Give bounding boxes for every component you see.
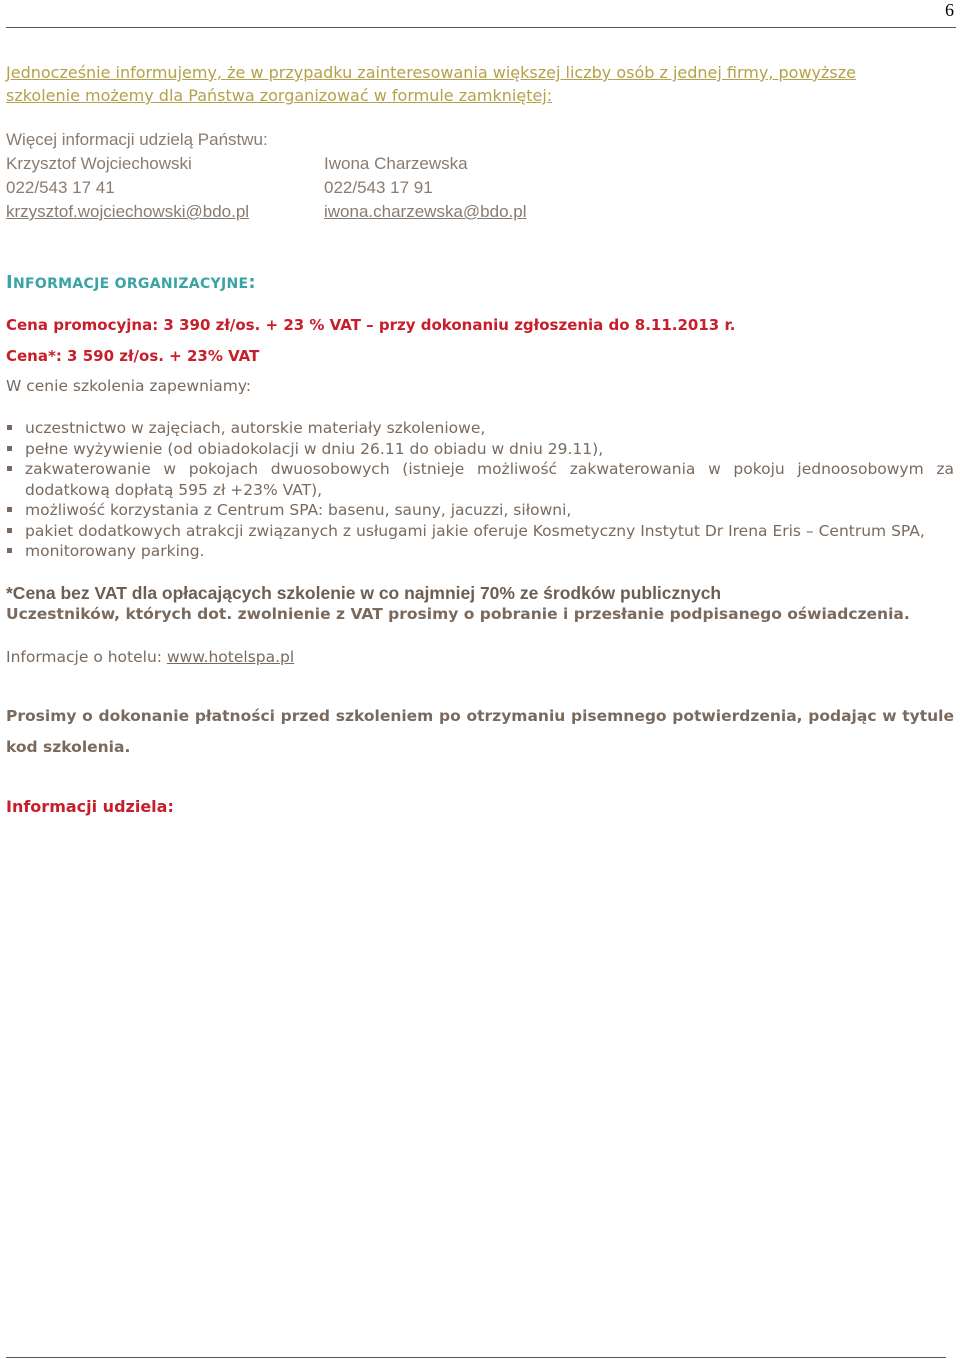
list-item: możliwość korzystania z Centrum SPA: basenu, sauny, jacuzzi, siłowni, — [6, 500, 954, 521]
list-item: monitorowany parking. — [6, 541, 954, 562]
payment-note: Prosimy o dokonanie płatności przed szkoleniem po otrzymaniu pisemnego potwierdzenia, podając w tytule kod szkolenia. — [6, 707, 954, 756]
header-rule — [6, 27, 956, 28]
contact-email-link[interactable]: krzysztof.wojciechowski@bdo.pl — [6, 202, 250, 221]
intro-line-1: Jednocześnie informujemy, że w przypadku zainteresowania większej liczby osób z jednej firmy, powyższe — [6, 63, 856, 82]
heading-colon: : — [248, 272, 256, 293]
contact-phone: 022/543 17 91 — [324, 178, 433, 197]
vat-note: *Cena bez VAT dla opłacających szkolenie w co najmniej 70% ze środków publicznych — [6, 583, 722, 603]
section-heading — [6, 272, 256, 293]
hotel-label: Informacje o hotelu: — [6, 648, 167, 666]
includes-list — [6, 418, 954, 562]
contact-name: Iwona Charzewska — [324, 154, 468, 173]
contact-person-1 — [6, 152, 268, 224]
heading-initial: I — [6, 272, 13, 293]
contact-phone: 022/543 17 41 — [6, 178, 115, 197]
heading-rest: NFORMACJE ORGANIZACYJNE — [13, 276, 249, 292]
hotel-link[interactable]: www.hotelspa.pl — [166, 648, 295, 666]
includes-heading: W cenie szkolenia zapewniamy: — [6, 377, 252, 395]
list-item: pakiet dodatkowych atrakcji związanych z usługami jakie oferuje Kosmetyczny Instytut Dr Irena Eris – Centrum SPA, — [6, 521, 954, 542]
vat-exemption-note: Uczestników, których dot. zwolnienie z VAT prosimy o pobranie i przesłanie podpisanego oświadczenia. — [6, 605, 910, 623]
regular-price: Cena*: 3 590 zł/os. + 23% VAT — [6, 347, 260, 365]
list-item: zakwaterowanie w pokojach dwuosobowych (istnieje możliwość zakwaterowania w pokoju jednoosobowym za dodatkową dopłatą 595 zł +23% VAT), — [6, 459, 954, 500]
hotel-info — [6, 648, 294, 666]
contact-email-link[interactable]: iwona.charzewska@bdo.pl — [324, 202, 527, 221]
page-number: 6 — [945, 0, 954, 20]
info-heading: Informacji udziela: — [6, 797, 174, 816]
promo-price: Cena promocyjna: 3 390 zł/os. + 23 % VAT – przy dokonaniu zgłoszenia do 8.11.2013 r. — [6, 316, 736, 334]
intro-line-2: szkolenie możemy dla Państwa zorganizować w formule zamkniętej: — [6, 86, 553, 105]
list-item: pełne wyżywienie (od obiadokolacji w dniu 26.11 do obiadu w dniu 29.11), — [6, 439, 954, 460]
contacts-heading: Więcej informacji udzielą Państwu: — [6, 130, 268, 149]
contacts-block — [6, 128, 527, 224]
footer-rule — [6, 1357, 946, 1358]
list-item: uczestnictwo w zajęciach, autorskie materiały szkoleniowe, — [6, 418, 954, 439]
contact-name: Krzysztof Wojciechowski — [6, 154, 192, 173]
contact-person-2 — [324, 152, 526, 224]
